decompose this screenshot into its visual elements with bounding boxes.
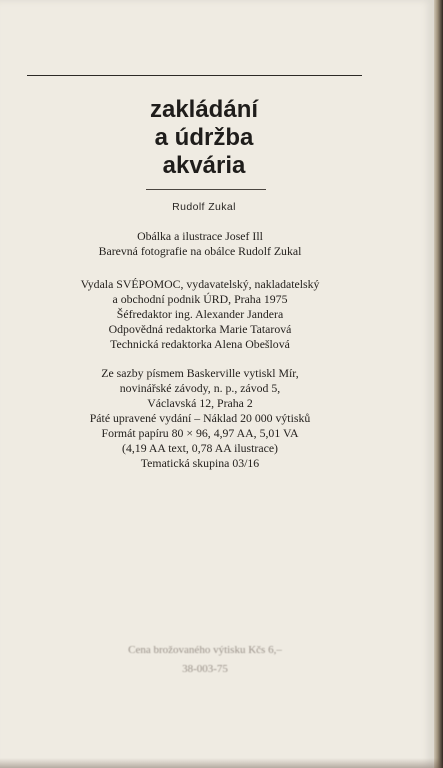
title-line: a údržba <box>154 124 254 151</box>
title-line: akvária <box>162 152 246 179</box>
print-line: Ze sazby písmem Baskerville vytiskl Mír, <box>101 366 299 380</box>
author-name: Rudolf Zukal <box>172 201 236 213</box>
publisher-line: Technická redaktorka Alena Obešlová <box>110 337 290 351</box>
print-line: Tematická skupina 03/16 <box>140 456 260 470</box>
print-line: Páté upravené vydání – Náklad 20 000 výtisků <box>89 411 311 425</box>
print-line: novinářské závody, n. p., závod 5, <box>119 381 281 395</box>
print-line: Václavská 12, Praha 2 <box>147 396 253 410</box>
publisher-line: Odpovědná redaktorka Marie Tatarová <box>108 322 292 336</box>
price-block <box>70 641 340 679</box>
print-line: Formát papíru 80 × 96, 4,97 AA, 5,01 VA <box>101 426 299 440</box>
bottom-shadow <box>0 758 443 768</box>
publisher-line: a obchodní podnik ÚRD, Praha 1975 <box>112 292 288 306</box>
top-rule <box>27 75 362 76</box>
catalog-number: 38-003-75 <box>182 663 228 675</box>
publisher-line: Vydala SVÉPOMOC, vydavatelský, nakladatelský <box>80 277 320 291</box>
title-line: zakládání <box>149 96 259 123</box>
print-block <box>40 366 360 471</box>
title-rule <box>146 189 266 190</box>
print-line: (4,19 AA text, 0,78 AA ilustrace) <box>122 441 278 455</box>
price-line: Cena brožovaného výtisku Kčs 6,– <box>128 644 282 656</box>
publisher-line: Šéfredaktor ing. Alexander Jandera <box>116 307 284 321</box>
credit-line: Barevná fotografie na obálce Rudolf Zukal <box>98 244 302 258</box>
credit-line: Obálka a ilustrace Josef Ill <box>137 229 263 243</box>
credits-block <box>40 229 360 259</box>
page-edge <box>434 0 443 768</box>
book-title <box>104 96 304 180</box>
publisher-block <box>40 277 360 352</box>
